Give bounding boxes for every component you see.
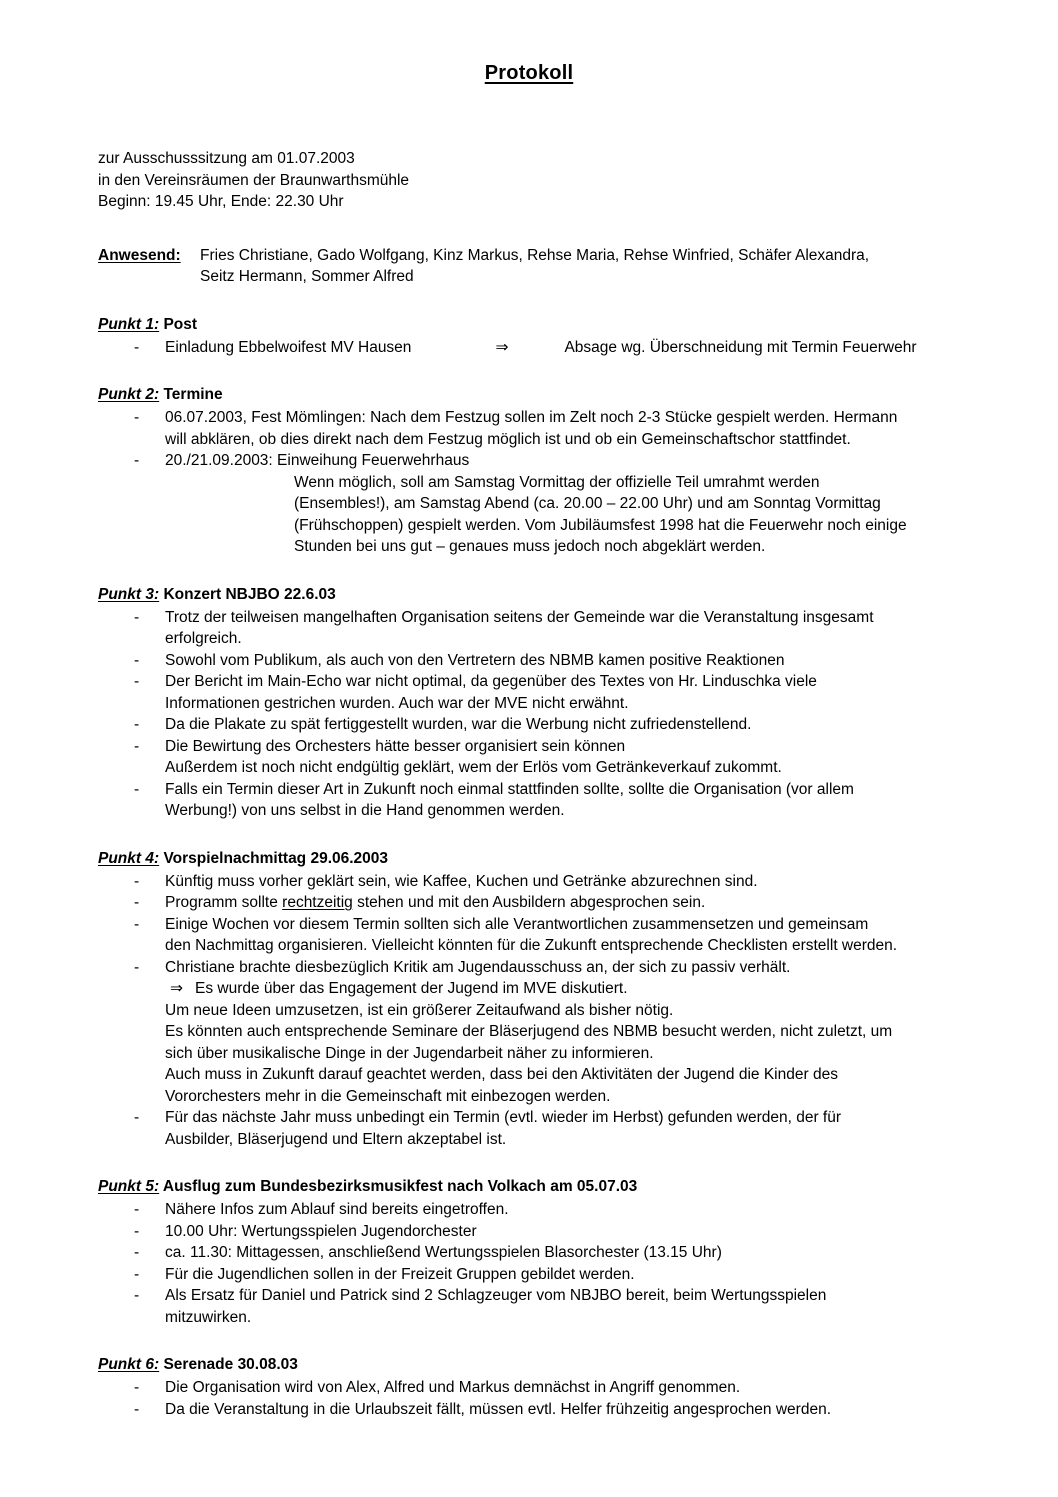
document-body — [98, 148, 998, 1420]
list-item-text: Nähere Infos zum Ablauf sind bereits eingetroffen. — [165, 1201, 509, 1218]
list-item — [98, 779, 998, 801]
list-item — [98, 1199, 998, 1221]
meta-line-date: zur Ausschusssitzung am 01.07.2003 — [98, 150, 355, 167]
list-item — [98, 1221, 998, 1243]
bullet-dash: - — [134, 651, 140, 669]
section-heading-punkt-2 — [98, 384, 998, 406]
attendance-row — [98, 245, 998, 267]
bullet-dash: - — [134, 1109, 140, 1126]
list-item-text: 06.07.2003, Fest Mömlingen: Nach dem Festzug sollen im Zelt noch 2-3 Stücke gespielt werden. Hermann — [165, 409, 898, 426]
indented-paragraph-line: Wenn möglich, soll am Samstag Vormittag der offizielle Teil umrahmt werden — [294, 473, 820, 491]
list-item — [98, 337, 998, 359]
list-item-continuation: Ausbilder, Bläserjugend und Eltern akzeptabel ist. — [165, 1130, 507, 1148]
section-label: Punkt 5: — [98, 1178, 160, 1195]
section-heading-punkt-3 — [98, 584, 998, 606]
list-item-continuation: Um neue Ideen umzusetzen, ist ein größerer Zeitaufwand als bisher nötig. — [165, 1001, 674, 1019]
spacer — [98, 358, 998, 384]
bullet-dash: - — [134, 1201, 140, 1218]
list-item — [98, 957, 998, 979]
list-item — [98, 714, 998, 736]
meta-line-time: Beginn: 19.45 Uhr, Ende: 22.30 Uhr — [98, 193, 344, 210]
list-item-text: Sowohl vom Publikum, als auch von den Vertretern des NBMB kamen positive Reaktionen — [165, 651, 785, 669]
indented-paragraph-line: (Frühschoppen) gespielt werden. Vom Jubiläumsfest 1998 hat die Feuerwehr noch einige — [294, 516, 907, 534]
list-item-continuation: Es könnten auch entsprechende Seminare der Bläserjugend des NBMB besucht werden, nicht zuletzt, um — [165, 1023, 893, 1040]
list-item-continuation: will abklären, ob dies direkt nach dem Festzug möglich ist und ob ein Gemeinschaftschor stattfindet. — [165, 430, 851, 448]
section-label: Punkt 3: — [98, 585, 160, 603]
attendance-names-line1: Fries Christiane, Gado Wolfgang, Kinz Markus, Rehse Maria, Rehse Winfried, Schäfer Alexandra, — [200, 246, 870, 264]
list-item — [98, 450, 998, 472]
section-label: Punkt 6: — [98, 1356, 160, 1373]
bullet-dash: - — [134, 1287, 140, 1304]
list-item-text: Als Ersatz für Daniel und Patrick sind 2 Schlagzeuger vom NBJBO bereit, beim Wertungsspielen — [165, 1287, 827, 1304]
list-item — [98, 736, 998, 758]
section-punkt-6 — [98, 1354, 998, 1420]
list-item-continuation: Informationen gestrichen wurden. Auch war der MVE nicht erwähnt. — [165, 694, 629, 712]
section-heading-punkt-6 — [98, 1354, 998, 1376]
section-heading-punkt-5 — [98, 1176, 998, 1198]
section-label: Punkt 4: — [98, 849, 160, 867]
list-item — [98, 407, 998, 429]
bullet-dash: - — [134, 915, 140, 933]
bullet-dash: - — [134, 716, 140, 733]
meeting-meta — [98, 148, 998, 213]
bullet-dash: - — [134, 894, 140, 911]
spacer — [98, 1328, 998, 1354]
spacer — [98, 288, 998, 314]
list-item — [98, 607, 998, 629]
attendance-label: Anwesend: — [98, 246, 181, 264]
section-punkt-1 — [98, 314, 998, 359]
list-item — [98, 671, 998, 693]
list-item-text: Der Bericht im Main-Echo war nicht optimal, da gegenüber des Textes von Hr. Linduschka viele — [165, 673, 817, 690]
list-item — [98, 1377, 998, 1399]
section-title: Konzert NBJBO 22.6.03 — [163, 585, 336, 603]
list-item-text: Für die Jugendlichen sollen in der Freizeit Gruppen gebildet werden. — [165, 1265, 635, 1283]
emphasized-word: rechtzeitig — [282, 894, 353, 911]
list-item — [98, 1242, 998, 1264]
list-item-continuation: Außerdem ist noch nicht endgültig geklärt, wem der Erlös vom Getränkeverkauf zukommt. — [165, 759, 782, 776]
list-item-text: Einige Wochen vor diesem Termin sollten sich alle Verantwortlichen zusammensetzen und gemeinsam — [165, 915, 869, 933]
spacer — [98, 1150, 998, 1176]
list-item-text: Da die Veranstaltung in die Urlaubszeit fällt, müssen evtl. Helfer frühzeitig angesprochen werden. — [165, 1400, 832, 1418]
list-item-text: Einladung Ebbelwoifest MV Hausen — [165, 338, 412, 356]
list-item-text: Für das nächste Jahr muss unbedingt ein Termin (evtl. wieder im Herbst) gefunden werden, der für — [165, 1109, 842, 1126]
bullet-dash: - — [134, 338, 140, 356]
list-item-text: Trotz der teilweisen mangelhaften Organisation seitens der Gemeinde war die Veranstaltung insgesamt — [165, 608, 874, 626]
list-item-text: ca. 11.30: Mittagessen, anschließend Wertungsspielen Blasorchester (13.15 Uhr) — [165, 1244, 722, 1261]
list-item-text: Künftig muss vorher geklärt sein, wie Kaffee, Kuchen und Getränke abzurechnen sind. — [165, 872, 758, 890]
section-label: Punkt 2: — [98, 386, 160, 403]
double-arrow-icon: ⇒ — [495, 338, 509, 356]
section-title: Ausflug zum Bundesbezirksmusikfest nach Volkach am 05.07.03 — [162, 1178, 638, 1195]
list-item-text: Falls ein Termin dieser Art in Zukunft noch einmal stattfinden sollte, sollte die Organisation (vor allem — [165, 780, 854, 798]
section-title: Termine — [163, 386, 223, 403]
section-heading-punkt-1 — [98, 314, 998, 336]
bullet-dash: - — [134, 1244, 140, 1261]
indented-paragraph-line: (Ensembles!), am Samstag Abend (ca. 20.00 – 22.00 Uhr) und am Sonntag Vormittag — [294, 495, 881, 512]
bullet-dash: - — [134, 737, 140, 755]
list-item-text: Die Organisation wird von Alex, Alfred und Markus demnächst in Angriff genommen. — [165, 1379, 741, 1396]
list-item-text: 20./21.09.2003: Einweihung Feuerwehrhaus — [165, 452, 470, 469]
list-item — [98, 1264, 998, 1286]
bullet-dash: - — [134, 608, 140, 626]
list-item-continuation: Werbung!) von uns selbst in die Hand genommen werden. — [165, 802, 565, 819]
bullet-dash: - — [134, 958, 140, 976]
spacer — [98, 558, 998, 584]
list-item-continuation: den Nachmittag organisieren. Vielleicht könnten für die Zukunft entsprechende Checklisten erstellt werden. — [165, 937, 898, 954]
section-punkt-4 — [98, 848, 998, 1151]
meta-line-location: in den Vereinsräumen der Braunwarthsmühle — [98, 171, 410, 189]
bullet-dash: - — [134, 1265, 140, 1283]
list-item-text: 10.00 Uhr: Wertungsspielen Jugendorchester — [165, 1222, 477, 1240]
section-punkt-3 — [98, 584, 998, 822]
bullet-dash: - — [134, 409, 140, 426]
bullet-dash: - — [134, 452, 140, 469]
list-item-continuation: Vororchesters mehr in die Gemeinschaft mit einbezogen werden. — [165, 1087, 611, 1105]
sub-note-arrow-line — [98, 978, 998, 1000]
section-title: Vorspielnachmittag 29.06.2003 — [163, 849, 389, 867]
list-item-continuation: erfolgreich. — [165, 630, 242, 647]
sub-note-text: Es wurde über das Engagement der Jugend im MVE diskutiert. — [195, 980, 628, 997]
list-item — [98, 650, 998, 672]
bullet-dash: - — [134, 872, 140, 890]
bullet-dash: - — [134, 1222, 140, 1240]
list-item — [98, 914, 998, 936]
bullet-dash: - — [134, 780, 140, 798]
spacer — [98, 822, 998, 848]
list-item — [98, 1107, 998, 1129]
list-item — [98, 871, 998, 893]
bullet-dash: - — [134, 1379, 140, 1396]
list-item-text-pre: Programm sollte — [165, 894, 283, 911]
list-item-continuation: mitzuwirken. — [165, 1308, 252, 1326]
double-arrow-icon: ⇒ — [170, 980, 183, 997]
list-item-text: Die Bewirtung des Orchesters hätte besser organisiert sein können — [165, 737, 626, 755]
list-item-text: Christiane brachte diesbezüglich Kritik am Jugendausschuss an, der sich zu passiv verhält. — [165, 958, 791, 976]
list-item — [98, 1285, 998, 1307]
indented-paragraph-line: Stunden bei uns gut – genaues muss jedoch noch abgeklärt werden. — [294, 538, 766, 555]
bullet-dash: - — [134, 1400, 140, 1418]
section-punkt-5 — [98, 1176, 998, 1328]
list-item-text-post: stehen und mit den Ausbildern abgesprochen sein. — [352, 894, 706, 911]
section-label: Punkt 1: — [98, 315, 160, 333]
bullet-dash: - — [134, 673, 140, 690]
list-item-text: Da die Plakate zu spät fertiggestellt wurden, war die Werbung nicht zufriedenstellend. — [165, 716, 752, 733]
list-item-result: Absage wg. Überschneidung mit Termin Feuerwehr — [564, 338, 917, 356]
section-title: Serenade 30.08.03 — [163, 1356, 298, 1373]
section-title: Post — [163, 315, 198, 333]
spacer — [98, 213, 998, 245]
list-item-continuation: Auch muss in Zukunft darauf geachtet werden, dass bei den Aktivitäten der Jugend die Kinder des — [165, 1066, 838, 1083]
page-title: Protokoll — [484, 62, 574, 84]
list-item — [98, 892, 998, 914]
list-item-continuation: sich über musikalische Dinge in der Jugendarbeit näher zu informieren. — [165, 1044, 654, 1062]
list-item — [98, 1399, 998, 1421]
attendance-names-line2: Seitz Hermann, Sommer Alfred — [200, 268, 414, 285]
section-punkt-2 — [98, 384, 998, 558]
section-heading-punkt-4 — [98, 848, 998, 870]
